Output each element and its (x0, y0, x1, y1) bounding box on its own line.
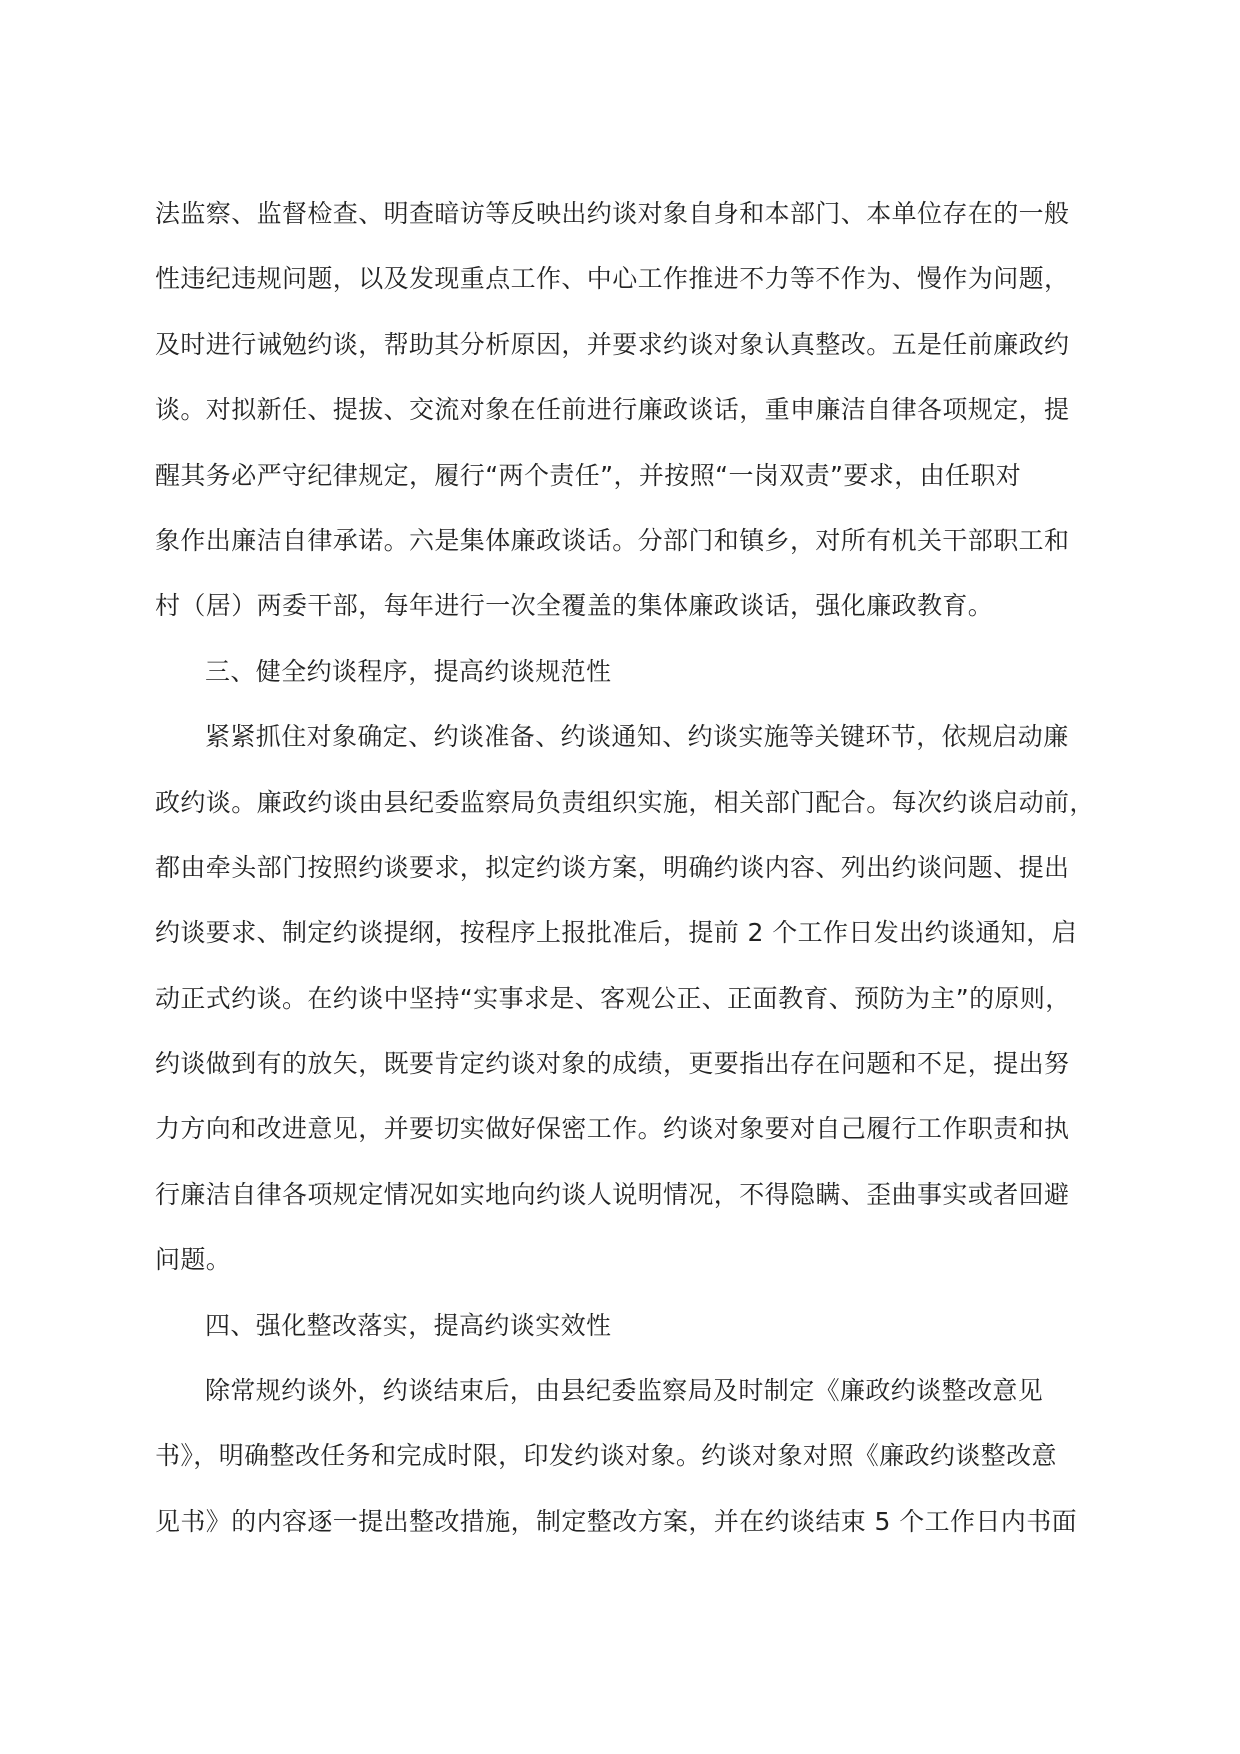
text-line: 性违纪违规问题，以及发现重点工作、中心工作推进不力等不作为、慢作为问题， (155, 264, 1070, 294)
text-line: 问题。 (155, 1245, 232, 1275)
text-line: 及时进行诫勉约谈，帮助其分析原因，并要求约谈对象认真整改。五是任前廉政约 (155, 329, 1070, 359)
document-body (155, 190, 1095, 1563)
text-line: 行廉洁自律各项规定情况如实地向约谈人说明情况，不得隐瞒、歪曲事实或者回避 (155, 1179, 1070, 1209)
text-line: 象作出廉洁自律承诺。六是集体廉政谈话。分部门和镇乡，对所有机关干部职工和 (155, 525, 1070, 555)
text-line: 力方向和改进意见，并要切实做好保密工作。约谈对象要对自己履行工作职责和执 (155, 1114, 1070, 1144)
text-line: 书》，明确整改任务和完成时限，印发约谈对象。约谈对象对照《廉政约谈整改意 (155, 1441, 1057, 1471)
section-heading: 四、强化整改落实，提高约谈实效性 (205, 1310, 612, 1340)
paragraph-first-line: 紧紧抓住对象确定、约谈准备、约谈通知、约谈实施等关键环节，依规启动廉 (205, 722, 1069, 752)
text-line: 动正式约谈。在约谈中坚持“实事求是、客观公正、正面教育、预防为主”的原则， (155, 983, 1071, 1013)
text-line: 见书》的内容逐一提出整改措施，制定整改方案，并在约谈结束 5 个工作日内书面 (155, 1506, 1078, 1536)
text-line: 村（居）两委干部，每年进行一次全覆盖的集体廉政谈话，强化廉政教育。 (155, 591, 994, 621)
text-line: 约谈做到有的放矢，既要肯定约谈对象的成绩，更要指出存在问题和不足，提出努 (155, 1049, 1070, 1079)
text-line: 醒其务必严守纪律规定，履行“两个责任”，并按照“一岗双责”要求，由任职对 (155, 460, 1022, 490)
text-line: 约谈要求、制定约谈提纲，按程序上报批准后，提前 2 个工作日发出约谈通知，启 (155, 918, 1078, 948)
text-line: 法监察、监督检查、明查暗访等反映出约谈对象自身和本部门、本单位存在的一般 (155, 199, 1070, 228)
text-line: 谈。对拟新任、提拔、交流对象在任前进行廉政谈话，重申廉洁自律各项规定，提 (155, 395, 1070, 425)
text-line: 都由牵头部门按照约谈要求，拟定约谈方案，明确约谈内容、列出约谈问题、提出 (155, 852, 1070, 882)
section-heading: 三、健全约谈程序，提高约谈规范性 (205, 656, 612, 686)
paragraph-first-line: 除常规约谈外，约谈结束后，由县纪委监察局及时制定《廉政约谈整改意见 (205, 1376, 1044, 1406)
text-line: 政约谈。廉政约谈由县纪委监察局负责组织实施，相关部门配合。每次约谈启动前， (155, 787, 1095, 817)
